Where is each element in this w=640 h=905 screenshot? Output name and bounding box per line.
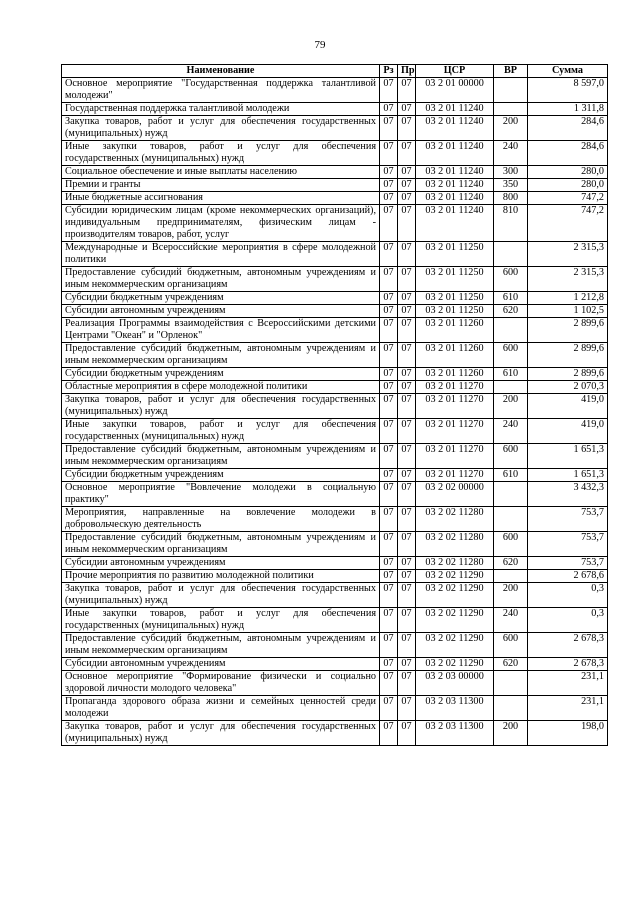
- row-rz-cell: 07: [380, 141, 398, 166]
- row-pr-cell: 07: [398, 532, 416, 557]
- row-pr-cell: 07: [398, 292, 416, 305]
- table-row: [62, 633, 608, 658]
- table-row: [62, 78, 608, 103]
- row-pr-cell: 07: [398, 507, 416, 532]
- table-row: [62, 394, 608, 419]
- header-csr: ЦСР: [416, 65, 494, 78]
- row-name-cell: Иные закупки товаров, работ и услуг для обеспечения государственных (муниципальных) нужд: [62, 419, 380, 444]
- row-vr-cell: [494, 318, 528, 343]
- row-rz-cell: 07: [380, 444, 398, 469]
- row-rz-cell: 07: [380, 419, 398, 444]
- row-csr-cell: 03 2 02 11280: [416, 507, 494, 532]
- row-sum-cell: 2 899,6: [528, 318, 608, 343]
- table-row: [62, 532, 608, 557]
- row-rz-cell: 07: [380, 267, 398, 292]
- table-row: [62, 608, 608, 633]
- row-pr-cell: 07: [398, 103, 416, 116]
- row-rz-cell: 07: [380, 166, 398, 179]
- row-csr-cell: 03 2 02 11290: [416, 633, 494, 658]
- row-csr-cell: 03 2 01 11260: [416, 318, 494, 343]
- row-sum-cell: 280,0: [528, 179, 608, 192]
- row-pr-cell: 07: [398, 721, 416, 746]
- table-row: [62, 103, 608, 116]
- row-csr-cell: 03 2 01 11270: [416, 419, 494, 444]
- row-name-cell: Мероприятия, направленные на вовлечение молодежи в добровольческую деятельность: [62, 507, 380, 532]
- row-pr-cell: 07: [398, 557, 416, 570]
- row-sum-cell: 0,3: [528, 583, 608, 608]
- row-pr-cell: 07: [398, 671, 416, 696]
- row-rz-cell: 07: [380, 507, 398, 532]
- row-name-cell: Иные бюджетные ассигнования: [62, 192, 380, 205]
- table-row: [62, 242, 608, 267]
- row-pr-cell: 07: [398, 205, 416, 242]
- row-csr-cell: 03 2 02 11280: [416, 532, 494, 557]
- row-csr-cell: 03 2 01 11240: [416, 141, 494, 166]
- row-pr-cell: 07: [398, 179, 416, 192]
- table-row: [62, 507, 608, 532]
- row-vr-cell: [494, 671, 528, 696]
- row-name-cell: Субсидии бюджетным учреждениям: [62, 368, 380, 381]
- header-rz: Рз: [380, 65, 398, 78]
- row-rz-cell: 07: [380, 116, 398, 141]
- row-rz-cell: 07: [380, 469, 398, 482]
- row-vr-cell: 200: [494, 721, 528, 746]
- row-pr-cell: 07: [398, 242, 416, 267]
- budget-table: [61, 64, 608, 746]
- row-vr-cell: [494, 507, 528, 532]
- row-name-cell: Областные мероприятия в сфере молодежной политики: [62, 381, 380, 394]
- row-pr-cell: 07: [398, 166, 416, 179]
- table-row: [62, 469, 608, 482]
- row-vr-cell: [494, 103, 528, 116]
- row-csr-cell: 03 2 03 11300: [416, 721, 494, 746]
- table-row: [62, 116, 608, 141]
- row-rz-cell: 07: [380, 482, 398, 507]
- row-name-cell: Иные закупки товаров, работ и услуг для обеспечения государственных (муниципальных) нужд: [62, 608, 380, 633]
- row-csr-cell: 03 2 01 11240: [416, 166, 494, 179]
- row-vr-cell: 600: [494, 444, 528, 469]
- row-csr-cell: 03 2 02 11290: [416, 570, 494, 583]
- header-pr: Пр: [398, 65, 416, 78]
- row-vr-cell: 240: [494, 419, 528, 444]
- table-row: [62, 166, 608, 179]
- row-name-cell: Прочие мероприятия по развитию молодежной политики: [62, 570, 380, 583]
- row-sum-cell: 2 070,3: [528, 381, 608, 394]
- row-rz-cell: 07: [380, 292, 398, 305]
- row-sum-cell: 280,0: [528, 166, 608, 179]
- row-name-cell: Субсидии бюджетным учреждениям: [62, 469, 380, 482]
- row-vr-cell: 240: [494, 608, 528, 633]
- row-name-cell: Субсидии юридическим лицам (кроме некоммерческих организаций), индивидуальным предпринимателям, физическим лицам - производителям товаров, работ, услуг: [62, 205, 380, 242]
- row-sum-cell: 1 311,8: [528, 103, 608, 116]
- row-vr-cell: 300: [494, 166, 528, 179]
- page-number: 79: [314, 39, 326, 51]
- row-rz-cell: 07: [380, 608, 398, 633]
- row-rz-cell: 07: [380, 633, 398, 658]
- row-pr-cell: 07: [398, 394, 416, 419]
- row-vr-cell: 600: [494, 267, 528, 292]
- header-vr: ВР: [494, 65, 528, 78]
- row-name-cell: Субсидии автономным учреждениям: [62, 305, 380, 318]
- table-row: [62, 368, 608, 381]
- row-vr-cell: 620: [494, 305, 528, 318]
- row-csr-cell: 03 2 01 11240: [416, 116, 494, 141]
- row-sum-cell: 1 651,3: [528, 469, 608, 482]
- row-csr-cell: 03 2 03 11300: [416, 696, 494, 721]
- header-name: Наименование: [62, 65, 380, 78]
- row-vr-cell: 600: [494, 532, 528, 557]
- row-name-cell: Субсидии бюджетным учреждениям: [62, 292, 380, 305]
- row-sum-cell: 284,6: [528, 116, 608, 141]
- table-row: [62, 381, 608, 394]
- row-name-cell: Закупка товаров, работ и услуг для обеспечения государственных (муниципальных) нужд: [62, 583, 380, 608]
- row-sum-cell: 231,1: [528, 696, 608, 721]
- table-row: [62, 305, 608, 318]
- row-rz-cell: 07: [380, 103, 398, 116]
- row-vr-cell: [494, 78, 528, 103]
- row-csr-cell: 03 2 01 11250: [416, 267, 494, 292]
- row-rz-cell: 07: [380, 583, 398, 608]
- row-pr-cell: 07: [398, 381, 416, 394]
- row-pr-cell: 07: [398, 305, 416, 318]
- table-row: [62, 583, 608, 608]
- row-pr-cell: 07: [398, 608, 416, 633]
- row-sum-cell: 747,2: [528, 205, 608, 242]
- row-rz-cell: 07: [380, 671, 398, 696]
- row-csr-cell: 03 2 01 11240: [416, 179, 494, 192]
- row-sum-cell: 753,7: [528, 507, 608, 532]
- row-csr-cell: 03 2 02 11290: [416, 658, 494, 671]
- row-vr-cell: 200: [494, 116, 528, 141]
- row-vr-cell: 610: [494, 368, 528, 381]
- row-csr-cell: 03 2 01 00000: [416, 78, 494, 103]
- row-rz-cell: 07: [380, 658, 398, 671]
- row-name-cell: Закупка товаров, работ и услуг для обеспечения государственных (муниципальных) нужд: [62, 721, 380, 746]
- row-vr-cell: [494, 696, 528, 721]
- table-row: [62, 292, 608, 305]
- row-vr-cell: 610: [494, 469, 528, 482]
- row-name-cell: Предоставление субсидий бюджетным, автономным учреждениям и иным некоммерческим организациям: [62, 267, 380, 292]
- row-csr-cell: 03 2 03 00000: [416, 671, 494, 696]
- row-sum-cell: 8 597,0: [528, 78, 608, 103]
- row-vr-cell: 800: [494, 192, 528, 205]
- row-sum-cell: 2 315,3: [528, 242, 608, 267]
- row-pr-cell: 07: [398, 696, 416, 721]
- table-row: [62, 419, 608, 444]
- row-csr-cell: 03 2 01 11270: [416, 469, 494, 482]
- row-csr-cell: 03 2 01 11240: [416, 103, 494, 116]
- row-csr-cell: 03 2 01 11270: [416, 394, 494, 419]
- row-rz-cell: 07: [380, 242, 398, 267]
- table-row: [62, 570, 608, 583]
- row-vr-cell: [494, 482, 528, 507]
- row-csr-cell: 03 2 02 11280: [416, 557, 494, 570]
- row-vr-cell: 600: [494, 343, 528, 368]
- table-row: [62, 658, 608, 671]
- row-name-cell: Закупка товаров, работ и услуг для обеспечения государственных (муниципальных) нужд: [62, 394, 380, 419]
- row-rz-cell: 07: [380, 368, 398, 381]
- row-name-cell: Субсидии автономным учреждениям: [62, 557, 380, 570]
- row-rz-cell: 07: [380, 78, 398, 103]
- row-vr-cell: 600: [494, 633, 528, 658]
- row-csr-cell: 03 2 01 11250: [416, 242, 494, 267]
- row-vr-cell: 350: [494, 179, 528, 192]
- row-sum-cell: 2 899,6: [528, 368, 608, 381]
- row-name-cell: Закупка товаров, работ и услуг для обеспечения государственных (муниципальных) нужд: [62, 116, 380, 141]
- table-row: [62, 192, 608, 205]
- row-pr-cell: 07: [398, 368, 416, 381]
- row-sum-cell: 231,1: [528, 671, 608, 696]
- row-name-cell: Иные закупки товаров, работ и услуг для обеспечения государственных (муниципальных) нужд: [62, 141, 380, 166]
- row-rz-cell: 07: [380, 394, 398, 419]
- row-csr-cell: 03 2 01 11260: [416, 343, 494, 368]
- row-vr-cell: [494, 381, 528, 394]
- row-pr-cell: 07: [398, 482, 416, 507]
- row-pr-cell: 07: [398, 141, 416, 166]
- row-vr-cell: 240: [494, 141, 528, 166]
- row-csr-cell: 03 2 01 11240: [416, 192, 494, 205]
- row-vr-cell: 810: [494, 205, 528, 242]
- table-row: [62, 721, 608, 746]
- row-sum-cell: 1 102,5: [528, 305, 608, 318]
- table-row: [62, 557, 608, 570]
- row-pr-cell: 07: [398, 419, 416, 444]
- row-sum-cell: 284,6: [528, 141, 608, 166]
- row-name-cell: Пропаганда здорового образа жизни и семейных ценностей среди молодежи: [62, 696, 380, 721]
- row-csr-cell: 03 2 02 00000: [416, 482, 494, 507]
- row-csr-cell: 03 2 02 11290: [416, 608, 494, 633]
- row-sum-cell: 419,0: [528, 394, 608, 419]
- row-name-cell: Премии и гранты: [62, 179, 380, 192]
- row-pr-cell: 07: [398, 469, 416, 482]
- row-sum-cell: 2 678,6: [528, 570, 608, 583]
- row-sum-cell: 753,7: [528, 557, 608, 570]
- header-sum: Сумма: [528, 65, 608, 78]
- row-csr-cell: 03 2 02 11290: [416, 583, 494, 608]
- row-vr-cell: [494, 242, 528, 267]
- row-name-cell: Предоставление субсидий бюджетным, автономным учреждениям и иным некоммерческим организациям: [62, 633, 380, 658]
- row-csr-cell: 03 2 01 11260: [416, 368, 494, 381]
- row-pr-cell: 07: [398, 192, 416, 205]
- row-csr-cell: 03 2 01 11270: [416, 444, 494, 469]
- row-vr-cell: 610: [494, 292, 528, 305]
- table-row: [62, 482, 608, 507]
- row-name-cell: Основное мероприятие "Формирование физически и социально здоровой личности молодого человека": [62, 671, 380, 696]
- row-sum-cell: 2 678,3: [528, 633, 608, 658]
- row-name-cell: Основное мероприятие "Вовлечение молодежи в социальную практику": [62, 482, 380, 507]
- row-sum-cell: 419,0: [528, 419, 608, 444]
- row-csr-cell: 03 2 01 11250: [416, 292, 494, 305]
- row-pr-cell: 07: [398, 570, 416, 583]
- row-vr-cell: 200: [494, 394, 528, 419]
- row-sum-cell: 2 899,6: [528, 343, 608, 368]
- row-pr-cell: 07: [398, 267, 416, 292]
- row-pr-cell: 07: [398, 116, 416, 141]
- row-csr-cell: 03 2 01 11270: [416, 381, 494, 394]
- row-name-cell: Социальное обеспечение и иные выплаты населению: [62, 166, 380, 179]
- row-sum-cell: 747,2: [528, 192, 608, 205]
- table-row: [62, 318, 608, 343]
- row-rz-cell: 07: [380, 696, 398, 721]
- row-rz-cell: 07: [380, 179, 398, 192]
- row-sum-cell: 2 678,3: [528, 658, 608, 671]
- row-csr-cell: 03 2 01 11240: [416, 205, 494, 242]
- row-csr-cell: 03 2 01 11250: [416, 305, 494, 318]
- table-row: [62, 696, 608, 721]
- row-pr-cell: 07: [398, 444, 416, 469]
- table-row: [62, 179, 608, 192]
- table-row: [62, 141, 608, 166]
- row-name-cell: Основное мероприятие "Государственная поддержка талантливой молодежи": [62, 78, 380, 103]
- row-rz-cell: 07: [380, 721, 398, 746]
- row-sum-cell: 1 212,8: [528, 292, 608, 305]
- table-header-row: [62, 65, 608, 78]
- row-rz-cell: 07: [380, 532, 398, 557]
- table-row: [62, 444, 608, 469]
- row-sum-cell: 198,0: [528, 721, 608, 746]
- row-name-cell: Субсидии автономным учреждениям: [62, 658, 380, 671]
- row-sum-cell: 1 651,3: [528, 444, 608, 469]
- row-name-cell: Предоставление субсидий бюджетным, автономным учреждениям и иным некоммерческим организациям: [62, 343, 380, 368]
- row-rz-cell: 07: [380, 381, 398, 394]
- row-name-cell: Предоставление субсидий бюджетным, автономным учреждениям и иным некоммерческим организациям: [62, 444, 380, 469]
- row-rz-cell: 07: [380, 557, 398, 570]
- row-rz-cell: 07: [380, 305, 398, 318]
- row-sum-cell: 2 315,3: [528, 267, 608, 292]
- row-pr-cell: 07: [398, 583, 416, 608]
- row-sum-cell: 0,3: [528, 608, 608, 633]
- row-vr-cell: [494, 570, 528, 583]
- row-name-cell: Предоставление субсидий бюджетным, автономным учреждениям и иным некоммерческим организациям: [62, 532, 380, 557]
- table-row: [62, 205, 608, 242]
- row-rz-cell: 07: [380, 192, 398, 205]
- row-rz-cell: 07: [380, 205, 398, 242]
- row-vr-cell: 620: [494, 658, 528, 671]
- table-body: [62, 78, 608, 746]
- table-row: [62, 671, 608, 696]
- row-pr-cell: 07: [398, 343, 416, 368]
- row-rz-cell: 07: [380, 570, 398, 583]
- row-rz-cell: 07: [380, 343, 398, 368]
- row-sum-cell: 753,7: [528, 532, 608, 557]
- row-pr-cell: 07: [398, 78, 416, 103]
- table-row: [62, 267, 608, 292]
- row-vr-cell: 200: [494, 583, 528, 608]
- row-pr-cell: 07: [398, 658, 416, 671]
- row-pr-cell: 07: [398, 318, 416, 343]
- row-vr-cell: 620: [494, 557, 528, 570]
- row-name-cell: Международные и Всероссийские мероприятия в сфере молодежной политики: [62, 242, 380, 267]
- row-pr-cell: 07: [398, 633, 416, 658]
- row-sum-cell: 3 432,3: [528, 482, 608, 507]
- table-row: [62, 343, 608, 368]
- row-name-cell: Реализация Программы взаимодействия с Всероссийскими детскими Центрами "Океан" и "Орленок": [62, 318, 380, 343]
- row-name-cell: Государственная поддержка талантливой молодежи: [62, 103, 380, 116]
- row-rz-cell: 07: [380, 318, 398, 343]
